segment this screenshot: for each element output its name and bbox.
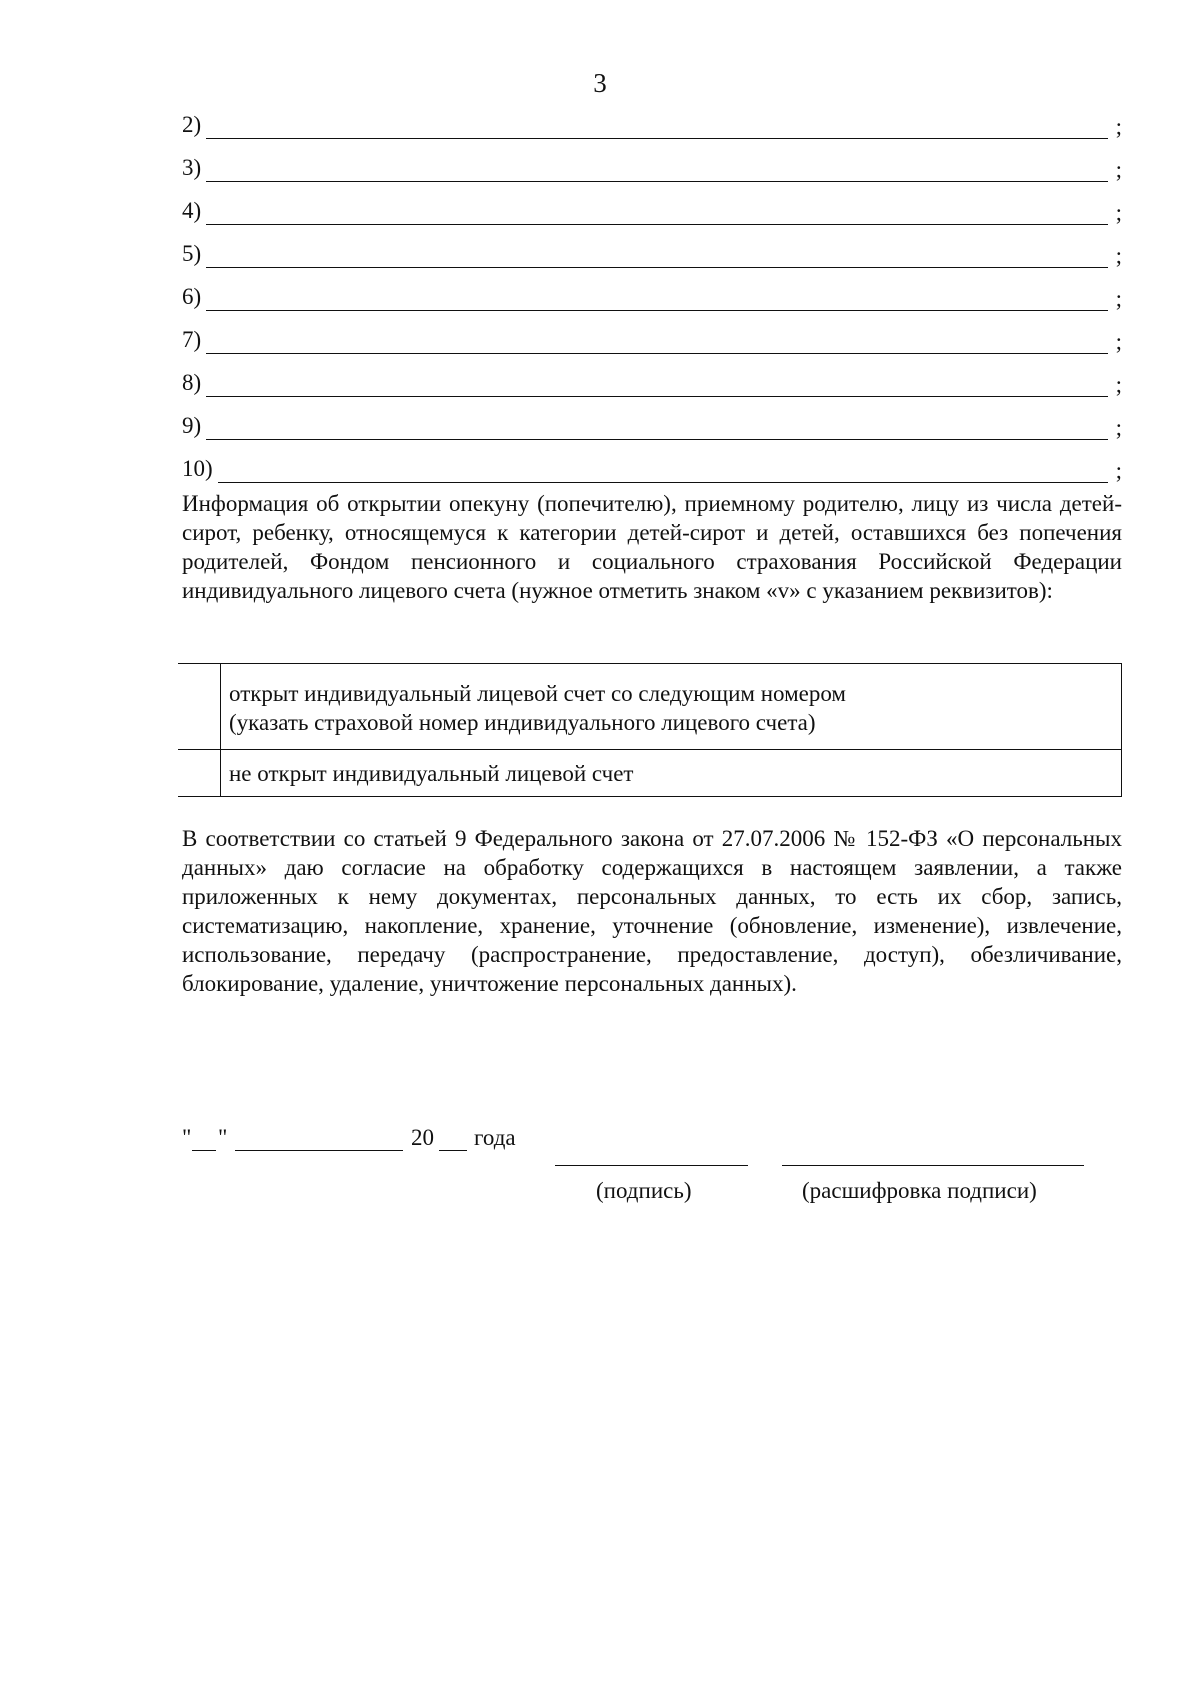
list-item-3 xyxy=(182,155,1122,185)
checkbox-opened[interactable] xyxy=(178,664,221,750)
fill-line[interactable] xyxy=(206,396,1108,397)
list-item-number: 5) xyxy=(182,241,202,266)
list-item-number: 7) xyxy=(182,327,202,352)
year-prefix: 20 xyxy=(411,1125,434,1150)
account-options-table xyxy=(178,663,1122,797)
option-row-opened xyxy=(178,664,1122,750)
date-quote-open: " xyxy=(182,1125,192,1150)
list-item-5 xyxy=(182,241,1122,271)
list-item-number: 8) xyxy=(182,370,202,395)
list-item-6 xyxy=(182,284,1122,314)
day-field[interactable] xyxy=(192,1150,216,1151)
fill-line[interactable] xyxy=(206,181,1108,182)
option-opened-line2: (указать страховой номер индивидуального лицевого счета) xyxy=(229,710,816,735)
list-item-number: 9) xyxy=(182,413,202,438)
list-item-4 xyxy=(182,198,1122,228)
list-item-end: ; xyxy=(1115,243,1122,268)
option-opened-line1: открыт индивидуальный лицевой счет со следующим номером xyxy=(229,681,846,706)
list-item-end: ; xyxy=(1115,200,1122,225)
list-item-8 xyxy=(182,370,1122,400)
list-item-end: ; xyxy=(1115,114,1122,139)
account-info-paragraph: Информация об открытии опекуну (попечителю), приемному родителю, лицу из числа детей-сирот, ребенку, относящемуся к категории детей-сирот и детей, оставшихся без попечения родителей, Фондом пенсионного и социального страхования Российской Федерации индивидуального лицевого счета (нужное отметить знаком «v» с указанием реквизитов): xyxy=(182,491,1122,603)
list-item-number: 4) xyxy=(182,198,202,223)
fill-line[interactable] xyxy=(206,138,1108,139)
option-row-not-opened xyxy=(178,750,1122,797)
list-item-7 xyxy=(182,327,1122,357)
signature-decode-label: (расшифровка подписи) xyxy=(802,1178,1037,1203)
month-field[interactable] xyxy=(235,1150,403,1151)
year-field[interactable] xyxy=(439,1150,467,1151)
year-suffix: года xyxy=(474,1125,516,1150)
consent-paragraph: В соответствии со статьей 9 Федерального закона от 27.07.2006 № 152-ФЗ «О персональных данных» даю согласие на обработку содержащихся в настоящем заявлении, а также приложенных к нему документах, персональных данных, то есть их сбор, запись, систематизацию, накопление, хранение, уточнение (обновление, изменение), извлечение, использование, передачу (распространение, предоставление, доступ), обезличивание, блокирование, удаление, уничтожение персональных данных). xyxy=(182,826,1122,996)
list-item-end: ; xyxy=(1115,329,1122,354)
list-item-number: 6) xyxy=(182,284,202,309)
list-item-end: ; xyxy=(1115,157,1122,182)
list-item-end: ; xyxy=(1115,415,1122,440)
fill-line[interactable] xyxy=(206,310,1108,311)
list-item-2 xyxy=(182,112,1122,142)
fill-line[interactable] xyxy=(206,353,1108,354)
list-item-number: 10) xyxy=(182,456,213,481)
list-item-10 xyxy=(182,456,1122,486)
fill-line[interactable] xyxy=(206,224,1108,225)
option-opened-text xyxy=(221,664,1122,750)
list-item-number: 2) xyxy=(182,112,202,137)
option-not-opened-text: не открыт индивидуальный лицевой счет xyxy=(221,750,1122,797)
signature-label: (подпись) xyxy=(596,1178,692,1203)
list-item-9 xyxy=(182,413,1122,443)
fill-line[interactable] xyxy=(206,267,1108,268)
checkbox-not-opened[interactable] xyxy=(178,750,221,797)
list-item-end: ; xyxy=(1115,372,1122,397)
signature-line[interactable] xyxy=(555,1165,748,1166)
fill-line[interactable] xyxy=(206,439,1108,440)
signature-decode-line[interactable] xyxy=(782,1165,1084,1166)
page-number: 3 xyxy=(593,68,607,98)
date-field xyxy=(182,1125,542,1155)
fill-line[interactable] xyxy=(218,482,1108,483)
list-item-end: ; xyxy=(1115,458,1122,483)
list-item-end: ; xyxy=(1115,286,1122,311)
date-quote-close: " xyxy=(218,1125,228,1150)
list-item-number: 3) xyxy=(182,155,202,180)
